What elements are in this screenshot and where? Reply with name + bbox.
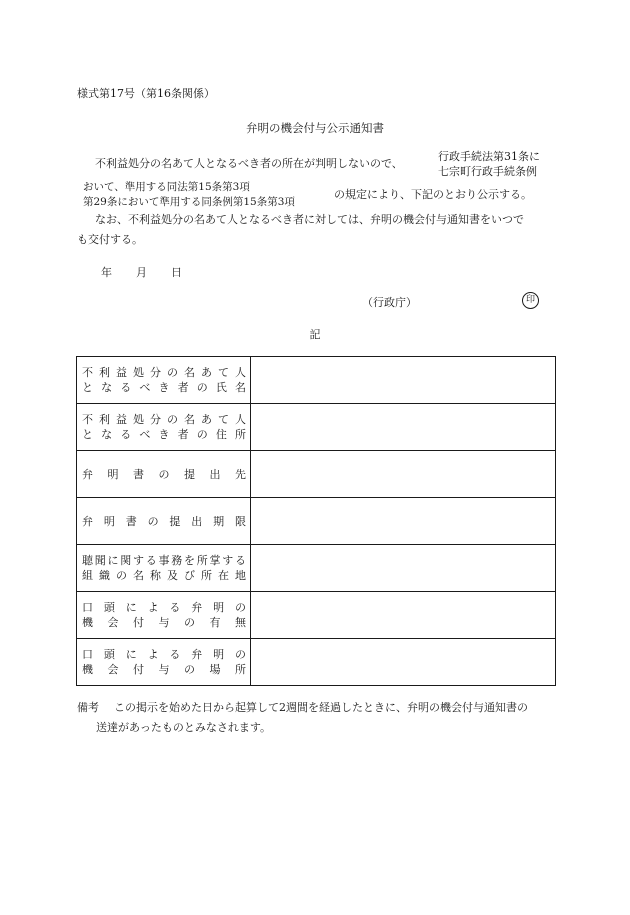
table-row [77,592,556,639]
row-value[interactable] [251,357,556,404]
row-label-line1: 弁明書の提出期限 [82,514,246,528]
remarks-line1: この掲示を始めた日から起算して2週間を経過したときに、弁明の機会付与通知書の [114,701,528,714]
remarks-line2: 送達があったものとみなされます。 [96,721,272,734]
row-value[interactable] [251,404,556,451]
row-label-line2: となるべき者の氏名 [82,381,246,394]
row-label [77,545,251,592]
body-para2-line2: も交付する。 [77,233,143,246]
row-label-line1: 口頭による弁明の [82,648,246,661]
law-option-1a: 行政手続法第31条に [438,150,540,163]
row-value[interactable] [251,545,556,592]
form-number: 様式第17号（第16条関係） [77,87,215,100]
row-value[interactable] [251,451,556,498]
date-row [101,265,182,280]
row-label [77,404,251,451]
table-row [77,451,556,498]
agency-label: （行政庁） [362,296,417,309]
body-line1: 不利益処分の名あて人となるべき者の所在が判明しないので、 [95,157,403,170]
row-label [77,592,251,639]
row-label-line2: 機会付与の場所 [82,663,246,676]
table-row [77,404,556,451]
row-value[interactable] [251,639,556,686]
body-line2-right: の規定により、下記のとおり公示する。 [334,188,532,201]
row-label [77,498,251,545]
row-value[interactable] [251,592,556,639]
date-month: 月 [136,266,147,279]
row-label-line2: となるべき者の住所 [82,428,246,441]
row-label-line1: 口頭による弁明の [82,601,246,614]
row-label-line2: 組織の名称及び所在地 [82,569,246,582]
seal-mark: 印 [522,292,539,309]
law-option-2a: おいて、準用する同法第15条第3項 [83,181,250,193]
row-label [77,451,251,498]
law-option-stack-2 [83,180,295,210]
date-year: 年 [101,266,112,279]
row-label-line2: 機会付与の有無 [82,616,246,629]
law-option-2b: 第29条において準用する同条例第15条第3項 [83,196,295,208]
law-option-1b: 七宗町行政手続条例 [438,165,537,178]
table-row [77,357,556,404]
law-option-stack-1 [438,149,540,179]
info-table [76,356,556,686]
row-label [77,357,251,404]
document-title: 弁明の機会付与公示通知書 [246,121,384,135]
row-value[interactable] [251,498,556,545]
table-row [77,498,556,545]
row-label-line1: 不利益処分の名あて人 [82,366,246,379]
ki-heading: 記 [309,328,321,341]
row-label-line1: 聴聞に関する事務を所掌する [82,554,246,567]
row-label-line1: 不利益処分の名あて人 [82,413,246,426]
table-row [77,545,556,592]
date-day: 日 [171,266,182,279]
remarks-label: 備考 [77,701,99,714]
table-row [77,639,556,686]
row-label-line1: 弁明書の提出先 [82,467,246,481]
body-para2-line1: なお、不利益処分の名あて人となるべき者に対しては、弁明の機会付与通知書をいつで [95,213,524,226]
row-label [77,639,251,686]
